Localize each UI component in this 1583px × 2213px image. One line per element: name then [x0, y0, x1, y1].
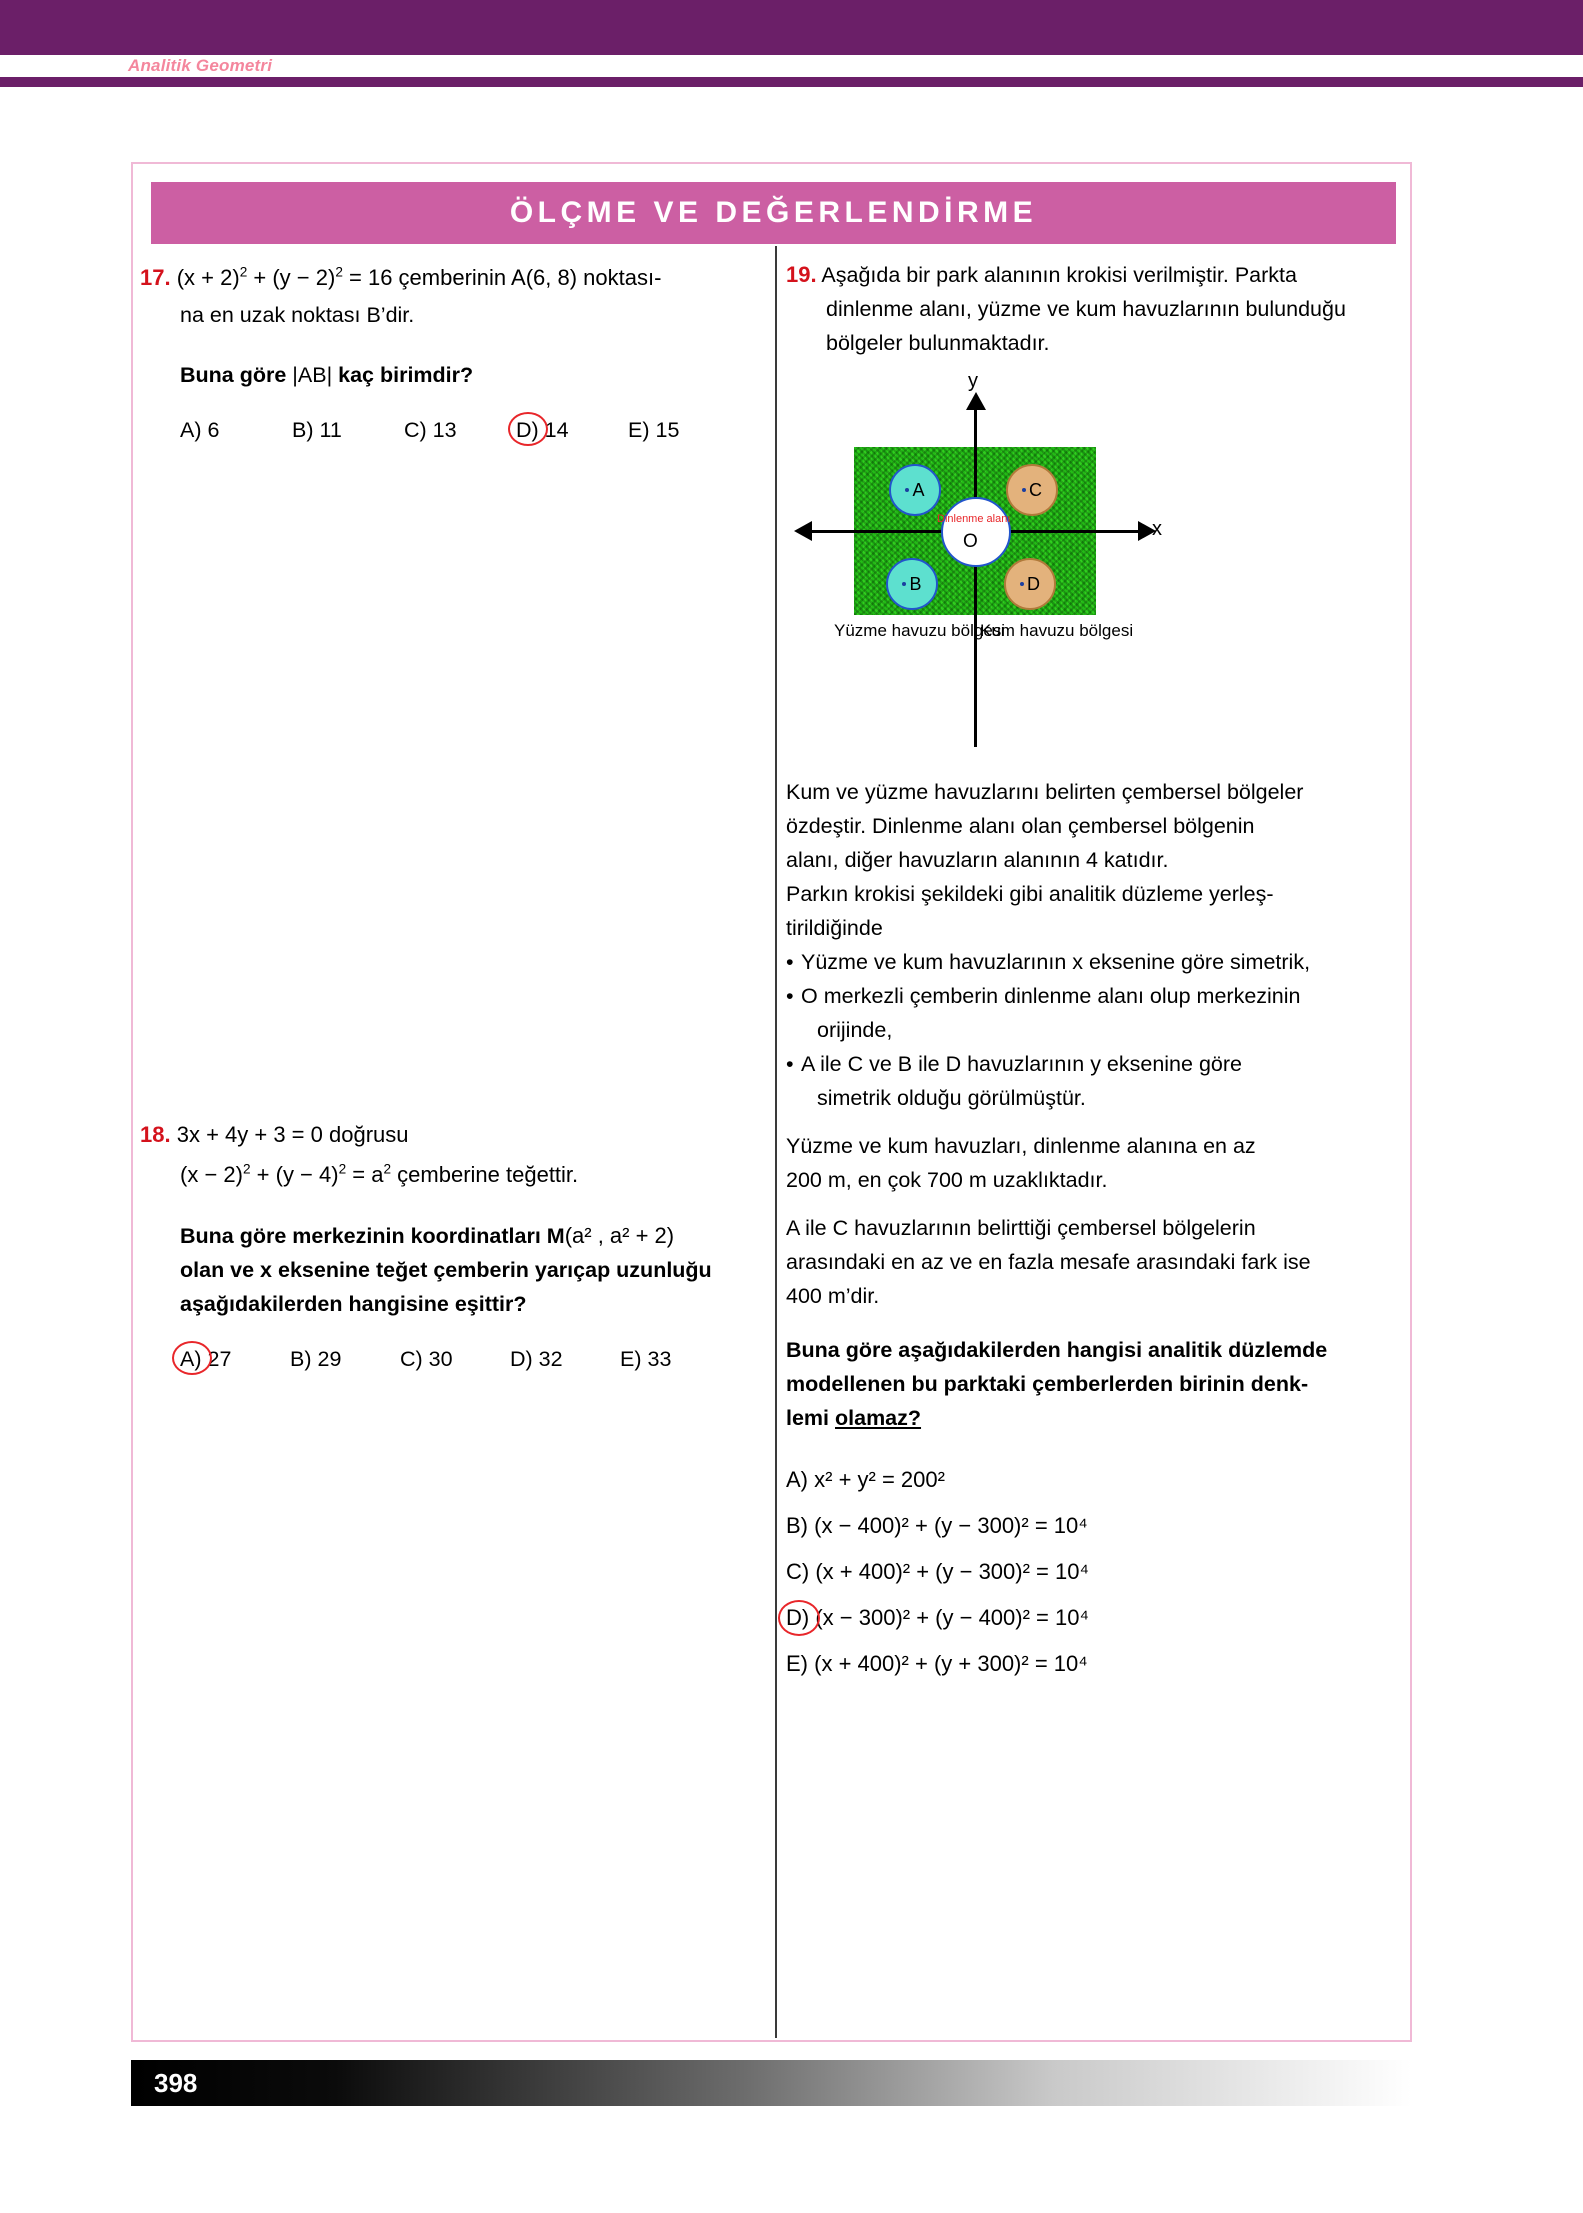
- q19-p1-l3: alanı, diğer havuzların alanının 4 katıdır.: [786, 848, 1169, 872]
- q18-option-b-value: 29: [317, 1347, 342, 1371]
- q17-number: 17.: [140, 265, 171, 290]
- q18-line2: $(x - 2)^2 + (y - 4)^2 = a^2$ çemberine teğettir.: [180, 1161, 579, 1187]
- q19-intro-line1: [786, 258, 1406, 292]
- q19-option-b-label: B): [786, 1513, 808, 1538]
- q19-body-p1: [786, 775, 1406, 877]
- q19-bullet-2-text: O merkezli çemberin dinlenme alanı olup merkezinin: [801, 984, 1301, 1008]
- q19-intro-text1: Aşağıda bir park alanının krokisi verilmiştir. Parkta: [821, 263, 1297, 287]
- q19-prompt: [786, 1333, 1406, 1435]
- q17-option-a-label: A): [180, 418, 202, 442]
- q19-p3-l2: 200 m, en çok 700 m uzaklıktadır.: [786, 1168, 1108, 1192]
- question-18: [140, 1115, 770, 1372]
- q17-option-e[interactable]: [628, 418, 679, 443]
- q17-option-b-label: B): [292, 418, 314, 442]
- q18-option-d-label: D): [510, 1347, 533, 1371]
- q17-prompt: [180, 358, 770, 392]
- q17-stem-line1: 17. $(x + 2)^2 + (y - 2)^2 = 16$ çemberinin A(6, 8) noktası-: [140, 264, 662, 290]
- pool-c-center-dot: [1022, 488, 1026, 492]
- q18-line2-text: çemberine teğettir.: [391, 1162, 579, 1187]
- q18-option-d-value: 32: [538, 1347, 563, 1371]
- q17-option-b-value: 11: [319, 418, 342, 442]
- q18-prompt-line1: [180, 1219, 770, 1253]
- q19-option-b-text: (x − 400)² + (y − 300)² = 10⁴: [814, 1513, 1088, 1538]
- q19-option-a[interactable]: [786, 1457, 1406, 1503]
- q19-bullet-2-text-l2: orijinde,: [817, 1018, 893, 1042]
- q17-option-d-value: 14: [544, 418, 569, 442]
- pool-marker-b: [886, 558, 938, 610]
- q19-bullet-1: [786, 945, 1406, 979]
- pool-d-center-dot: [1020, 582, 1024, 586]
- q19-bullet-3: [786, 1047, 1406, 1081]
- q19-bullet-2: [786, 979, 1406, 1013]
- q18-option-d[interactable]: [510, 1347, 620, 1372]
- q18-option-c[interactable]: [400, 1347, 510, 1372]
- rest-area-label: Dinlenme alanı: [937, 513, 1011, 525]
- q17-stem-text: çemberinin A(6, 8) noktası-: [392, 265, 662, 290]
- right-column: [786, 258, 1406, 1687]
- q18-option-b-label: B): [290, 1347, 312, 1371]
- q17-option-a-value: 6: [207, 418, 220, 442]
- q17-prompt-abs: |AB|: [292, 363, 333, 387]
- column-divider: [775, 246, 777, 2038]
- park-diagram: [786, 370, 1406, 769]
- q19-p1-l1: Kum ve yüzme havuzlarını belirten çembersel bölgeler: [786, 780, 1304, 804]
- q19-option-e-text: (x + 400)² + (y + 300)² = 10⁴: [814, 1651, 1088, 1676]
- q19-bullet-3-text-l2: simetrik olduğu görülmüştür.: [817, 1086, 1086, 1110]
- q18-answer-circle: [172, 1341, 212, 1375]
- q17-option-d[interactable]: [516, 418, 628, 443]
- q19-bullet-list: [786, 945, 1406, 1115]
- q18-options: [180, 1347, 770, 1372]
- q19-p3-l1: Yüzme ve kum havuzları, dinlenme alanına en az: [786, 1134, 1256, 1158]
- q19-prompt-l3: [786, 1401, 1406, 1435]
- q19-option-c-label: C): [786, 1559, 810, 1584]
- q18-option-a-value: 27: [207, 1347, 232, 1371]
- q19-option-a-text: x² + y² = 200²: [814, 1467, 945, 1492]
- question-19: [786, 258, 1406, 1687]
- q19-intro-line3: bölgeler bulunmaktadır.: [826, 331, 1050, 355]
- pool-c-label: C: [1029, 479, 1042, 500]
- footer-gradient-bar: [131, 2060, 1412, 2106]
- q18-prompt-line2: olan ve x eksenine teğet çemberin yarıçap uzunluğu: [180, 1258, 712, 1282]
- q18-line1-text: 3x + 4y + 3 = 0 doğrusu: [176, 1122, 409, 1147]
- q18-option-e-label: E): [620, 1347, 642, 1371]
- figure-caption-right: Kum havuzu bölgesi: [980, 621, 1134, 640]
- q19-p2-l2: tirildiğinde: [786, 916, 883, 940]
- q19-option-a-label: A): [786, 1467, 808, 1492]
- q19-number: 19.: [786, 262, 817, 287]
- q19-option-e[interactable]: [786, 1641, 1406, 1687]
- q17-option-d-label: D): [516, 418, 539, 442]
- q19-p4-l1: A ile C havuzlarının belirttiği çembersel bölgelerin: [786, 1216, 1256, 1240]
- bullet-dot-icon: •: [786, 950, 794, 974]
- q19-p4-l2: arasındaki en az ve en fazla mesafe arasındaki fark ise: [786, 1250, 1311, 1274]
- q17-math-c: = 16: [342, 265, 393, 290]
- pool-marker-c: [1006, 464, 1058, 516]
- q17-math-a: (x + 2): [176, 265, 240, 290]
- left-column: [140, 258, 770, 1372]
- q19-option-c-text: (x + 400)² + (y − 300)² = 10⁴: [815, 1559, 1089, 1584]
- pool-a-center-dot: [905, 488, 909, 492]
- q18-prompt-math: (a² , a² + 2): [564, 1223, 675, 1248]
- q17-math-b: + (y − 2): [247, 265, 336, 290]
- q18-option-e-value: 33: [647, 1347, 672, 1371]
- q19-option-d[interactable]: [786, 1595, 1406, 1641]
- q19-body-p3: [786, 1129, 1406, 1197]
- header-purple-rule: [0, 77, 1583, 87]
- q17-option-c-label: C): [404, 418, 427, 442]
- q17-option-c[interactable]: [404, 418, 516, 443]
- q17-answer-circle: [508, 412, 548, 446]
- q18-option-a-label: A): [180, 1347, 202, 1371]
- q19-option-b[interactable]: [786, 1503, 1406, 1549]
- q18-option-e[interactable]: [620, 1347, 671, 1372]
- q18-math-c: = a: [346, 1162, 384, 1187]
- q17-option-b[interactable]: [292, 418, 404, 443]
- pool-b-label: B: [909, 573, 922, 594]
- x-axis-label: x: [1152, 518, 1162, 540]
- q17-options: [180, 418, 770, 443]
- bullet-dot-icon: •: [786, 1052, 794, 1076]
- pool-d-label: D: [1027, 573, 1040, 594]
- q19-options: [786, 1457, 1406, 1687]
- chapter-title: Analitik Geometri: [128, 56, 273, 75]
- q19-prompt-l3-pre: lemi: [786, 1406, 835, 1430]
- q18-line1: [140, 1115, 770, 1155]
- q19-bullet-1-text: Yüzme ve kum havuzlarının x eksenine göre simetrik,: [801, 950, 1311, 974]
- q18-option-c-label: C): [400, 1347, 423, 1371]
- q18-prompt-line3: aşağıdakilerden hangisine eşittir?: [180, 1292, 527, 1316]
- pool-b-center-dot: [902, 582, 906, 586]
- q18-option-c-value: 30: [428, 1347, 453, 1371]
- q19-bullet-3-text: A ile C ve B ile D havuzlarının y eksenine göre: [801, 1052, 1242, 1076]
- q19-option-c[interactable]: [786, 1549, 1406, 1595]
- q19-answer-circle: [778, 1600, 820, 1636]
- q18-math-a: (x − 2): [180, 1162, 243, 1187]
- q19-option-d-label: D): [786, 1605, 810, 1630]
- origin-label: O: [963, 531, 978, 552]
- q19-prompt-l1: Buna göre aşağıdakilerden hangisi analitik düzlemde: [786, 1338, 1328, 1362]
- pool-marker-a: [889, 464, 941, 516]
- q17-prompt-post: kaç birimdir?: [332, 363, 474, 387]
- q17-stem-line2: na en uzak noktası B’dir.: [180, 303, 415, 327]
- q19-p1-l2: özdeştir. Dinlenme alanı olan çembersel bölgenin: [786, 814, 1255, 838]
- q17-prompt-pre: Buna göre: [180, 363, 293, 387]
- page-number: 398: [154, 2068, 198, 2098]
- q19-intro-line2: dinlenme alanı, yüzme ve kum havuzlarının bulunduğu: [826, 297, 1346, 321]
- q19-option-d-text: (x − 300)² + (y − 400)² = 10⁴: [815, 1605, 1089, 1630]
- q19-option-e-label: E): [786, 1651, 808, 1676]
- figure-caption-left: Yüzme havuzu bölgesi: [834, 621, 1006, 640]
- pool-marker-d: [1004, 558, 1056, 610]
- q17-option-e-label: E): [628, 418, 650, 442]
- q19-p2-l1: Parkın krokisi şekildeki gibi analitik düzleme yerleş-: [786, 882, 1274, 906]
- q19-prompt-olamaz: olamaz?: [835, 1406, 922, 1430]
- header-purple-band: [0, 0, 1583, 55]
- section-title-bar: [151, 182, 1396, 244]
- q18-number: 18.: [140, 1122, 171, 1147]
- y-axis-arrow-up-icon: [966, 392, 986, 410]
- q18-option-b[interactable]: [290, 1347, 400, 1372]
- question-17: [140, 258, 770, 443]
- q19-prompt-l2: modellenen bu parktaki çemberlerden birinin denk-: [786, 1372, 1309, 1396]
- q17-option-c-value: 13: [432, 418, 457, 442]
- q17-option-e-value: 15: [655, 418, 680, 442]
- y-axis-line: [974, 402, 977, 747]
- q18-prompt-pre: Buna göre merkezinin koordinatları M: [180, 1224, 565, 1248]
- q19-body-p4: [786, 1211, 1406, 1313]
- section-title-text: ÖLÇME VE DEĞERLENDİRME: [509, 196, 1038, 229]
- bullet-dot-icon: •: [786, 984, 794, 1008]
- q19-body-p2: [786, 877, 1406, 945]
- x-axis-arrow-left-icon: [794, 521, 812, 541]
- q17-option-a[interactable]: [180, 418, 292, 443]
- q19-p4-l3: 400 m’dir.: [786, 1284, 880, 1308]
- y-axis-label: y: [968, 370, 978, 392]
- q18-option-a[interactable]: [180, 1347, 290, 1372]
- q18-math-b: + (y − 4): [250, 1162, 339, 1187]
- pool-a-label: A: [912, 479, 925, 500]
